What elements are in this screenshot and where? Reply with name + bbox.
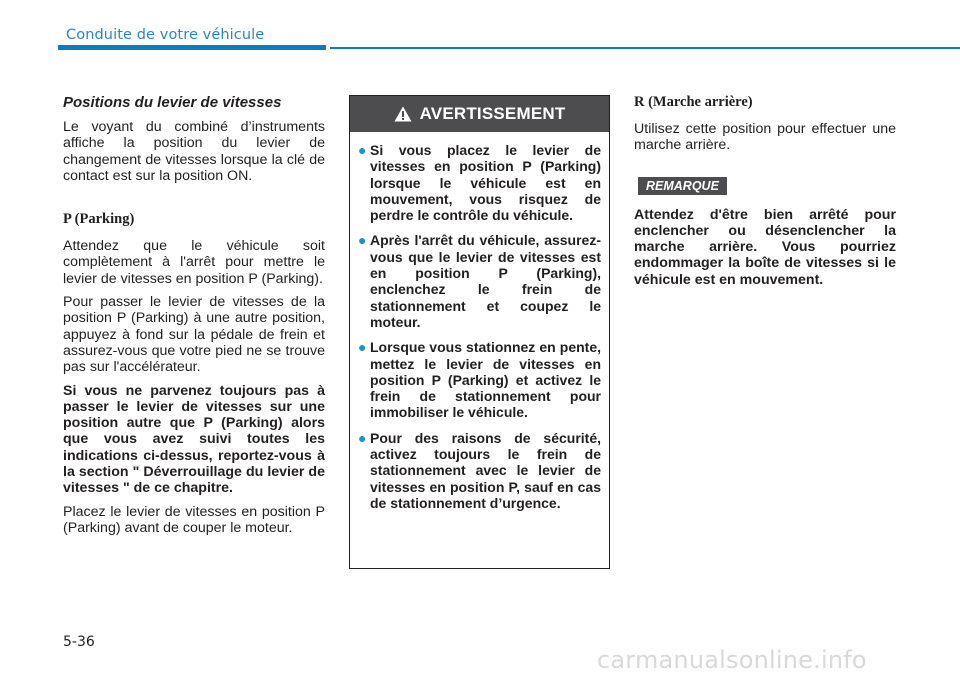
- warning-list: [350, 132, 609, 511]
- note-text: Attendez d'être bien arrêté pour enclencher ou désenclencher la marche arrière. Vous pourriez endommager la boîte de vitesses si le véhicule est en mouvement.: [634, 206, 896, 288]
- warning-header: [350, 96, 609, 132]
- parking-paragraph-1: Attendez que le véhicule soit complètement à l'arrêt pour mettre le levier de vitesses en position P (Parking).: [63, 238, 325, 287]
- warning-item: ● Pour des raisons de sécurité, activez toujours le frein de stationnement avec le levier de vitesses en position P, sauf en cas de stationnement d’urgence.: [358, 429, 601, 511]
- left-column: [63, 94, 325, 543]
- intro-paragraph: Le voyant du combiné d’instruments affiche la position du levier de changement de vitesses lorsque la clé de contact est sur la position ON.: [63, 119, 325, 184]
- reverse-paragraph: Utilisez cette position pour effectuer une marche arrière.: [634, 121, 896, 154]
- section-heading: Positions du levier de vitesses: [63, 94, 282, 111]
- bullet-dot-icon: ●: [358, 429, 367, 446]
- chapter-title: Conduite de votre véhicule: [66, 27, 265, 43]
- header-rule-thin: [330, 47, 960, 49]
- parking-paragraph-bold: Si vous ne parvenez toujours pas à passer le levier de vitesses sur une position autre que P (Parking) alors que vous avez suivi toutes les indications ci-dessus, reportez-vous à la section " Déverrouillage du levier de vitesses " de ce chapitre.: [63, 382, 325, 497]
- warning-box: [349, 95, 610, 569]
- page-number: 5-36: [63, 634, 95, 650]
- bullet-dot-icon: ●: [358, 232, 367, 249]
- warning-item: ● Si vous placez le levier de vitesses en position P (Parking) lorsque le véhicule est en mouvement, vous risquez de perdre le contrôle du véhicule.: [358, 142, 601, 224]
- warning-title: AVERTISSEMENT: [419, 104, 566, 123]
- warning-triangle-icon: [394, 106, 412, 122]
- note-badge: REMARQUE: [638, 177, 727, 195]
- right-column: [634, 94, 896, 295]
- warning-item: ● Lorsque vous stationnez en pente, mettez le levier de vitesses en position P (Parking) et activez le frein de stationnement pour immobiliser le véhicule.: [358, 339, 601, 421]
- parking-heading: P (Parking): [63, 211, 135, 228]
- header-rule-thick: [58, 45, 326, 50]
- watermark: carmanualsonline.info: [597, 646, 867, 674]
- reverse-heading: R (Marche arrière): [634, 94, 753, 110]
- bullet-dot-icon: ●: [358, 339, 367, 356]
- parking-paragraph-4: Placez le levier de vitesses en position P (Parking) avant de couper le moteur.: [63, 503, 325, 536]
- warning-item: ● Après l'arrêt du véhicule, assurez-vous que le levier de vitesses est en position P (Parking), enclenchez le frein de stationnement et coupez le moteur.: [358, 232, 601, 330]
- parking-paragraph-2: Pour passer le levier de vitesses de la position P (Parking) à une autre position, appuyez à fond sur la pédale de frein et assurez-vous que votre pied ne se trouve pas sur l'accélérateur.: [63, 294, 325, 376]
- bullet-dot-icon: ●: [358, 142, 367, 158]
